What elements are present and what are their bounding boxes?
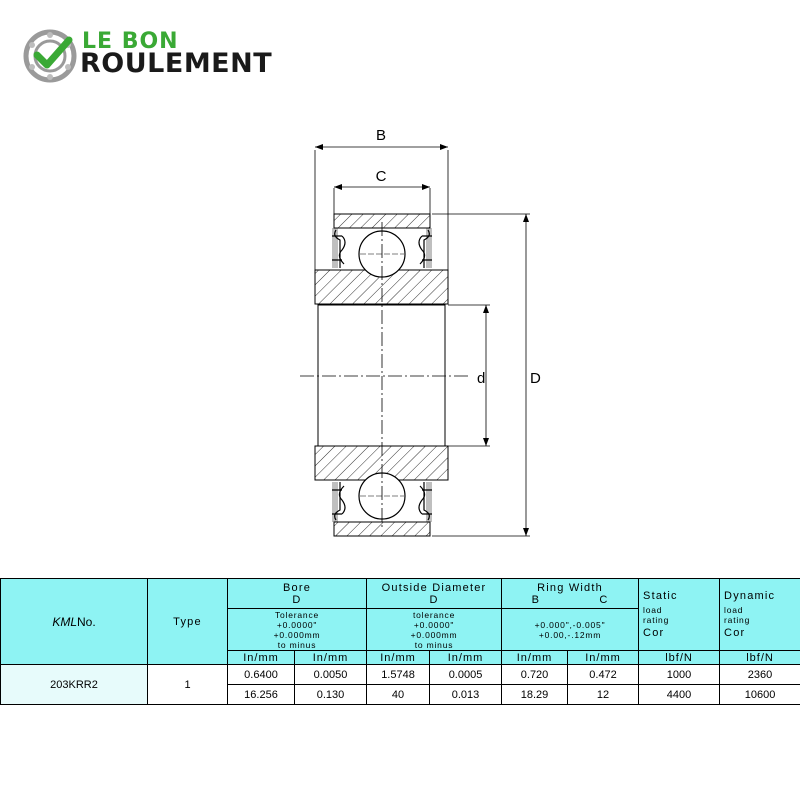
dynamic-line-3: rating [724,614,751,625]
ring-width-header [502,579,639,609]
unit-cell: In/mm [295,651,367,665]
value-cell: 16.256 [228,685,295,705]
od-header [367,579,502,609]
static-line-3: rating [643,614,670,625]
unit-cell: lbf/N [720,651,800,665]
value-cell: 0.013 [430,685,502,705]
spec-table [0,578,800,705]
od-tol-line-4: to minus [414,639,454,650]
dim-label-d: d [477,370,486,387]
value-cell: 0.0005 [430,665,502,685]
type-value: 1 [148,665,228,705]
bore-tolerance [228,609,367,651]
dynamic-line-4: Cor [724,626,746,639]
value-cell: 2360 [720,665,800,685]
od-symbol: D [429,593,439,606]
unit-cell: lbf/N [639,651,720,665]
value-cell: 18.29 [502,685,568,705]
static-line-2: load [643,604,663,615]
ring-c-symbol: C [599,593,609,606]
dim-label-D: D [530,370,541,387]
od-tol-line-1: tolerance [412,609,456,620]
kml-label: KML [52,614,77,629]
ring-tol-line-2: +0.00,-.12mm [538,629,602,640]
value-cell: 0.720 [502,665,568,685]
od-tol-line-2: +0.0000" [413,619,455,630]
bore-symbol: D [292,593,302,606]
dynamic-line-2: load [724,604,744,615]
kml-no-header [1,579,148,665]
type-header: Type [148,579,228,665]
value-cell: 12 [568,685,639,705]
bore-tol-line-2: +0.0000" [276,619,318,630]
unit-cell: In/mm [430,651,502,665]
bearing-check-icon [22,26,82,86]
od-tolerance [367,609,502,651]
value-cell: 40 [367,685,430,705]
ring-tolerance [502,609,639,651]
bore-tol-line-4: to minus [277,639,317,650]
dynamic-line-1: Dynamic [724,589,776,602]
value-cell: 10600 [720,685,800,705]
part-number: 203KRR2 [1,665,148,705]
value-cell: 0.472 [568,665,639,685]
value-cell: 0.6400 [228,665,295,685]
static-load-header [639,579,720,651]
unit-cell: In/mm [228,651,295,665]
brand-line-1: LE BON [82,29,179,54]
value-cell: 0.130 [295,685,367,705]
dynamic-load-header [720,579,800,651]
unit-cell: In/mm [568,651,639,665]
dim-label-C: C [375,168,387,185]
value-cell: 1000 [639,665,720,685]
static-line-4: Cor [643,626,665,639]
brand-logo [22,26,302,86]
od-label: Outside Diameter [381,581,487,594]
bore-tol-line-1: Tolerance [274,609,320,620]
od-tol-line-3: +0.000mm [410,629,458,640]
bearing-cross-section-drawing [0,100,800,545]
ring-b-symbol: B [531,593,541,606]
brand-line-2: ROULEMENT [80,48,273,79]
value-cell: 1.5748 [367,665,430,685]
static-line-1: Static [643,589,678,602]
bore-tol-line-3: +0.000mm [273,629,321,640]
ring-tol-line-1: +0.000",-0.005" [534,619,606,630]
bore-label: Bore [282,581,312,594]
value-cell: 4400 [639,685,720,705]
unit-cell: In/mm [367,651,430,665]
bore-header [228,579,367,609]
no-label: No. [77,614,96,629]
unit-cell: In/mm [502,651,568,665]
value-cell: 0.0050 [295,665,367,685]
ring-width-label: Ring Width [537,581,603,594]
dim-label-B: B [375,127,387,144]
